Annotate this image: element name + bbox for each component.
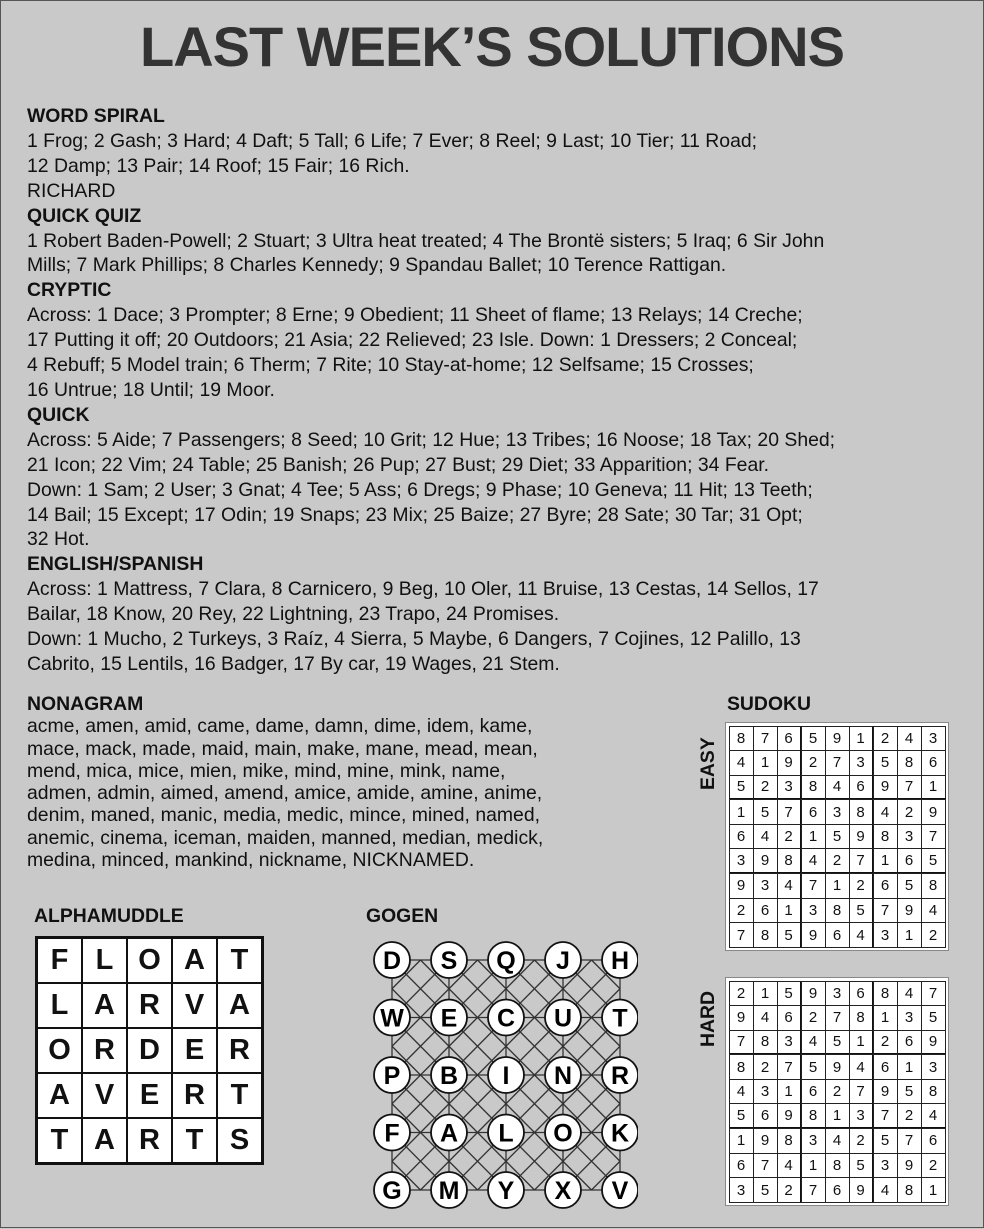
sudoku-cell: 3 xyxy=(873,1153,898,1179)
text-line: Across: 1 Dace; 3 Prompter; 8 Erne; 9 Obedient; 11 Sheet of flame; 13 Relays; 14 Creche; xyxy=(27,304,803,327)
sudoku-cell: 5 xyxy=(777,981,802,1007)
sudoku-cell: 5 xyxy=(777,922,802,948)
sudoku-cell: 1 xyxy=(777,1079,802,1105)
sudoku-cell: 4 xyxy=(777,873,802,899)
sudoku-cell: 3 xyxy=(753,1079,778,1105)
sudoku-cell: 9 xyxy=(921,799,946,825)
gogen-letter: F xyxy=(384,1119,400,1148)
sudoku-cell: 7 xyxy=(873,898,898,924)
gogen-heading: GOGEN xyxy=(366,905,439,927)
sudoku-cell: 2 xyxy=(753,775,778,801)
gogen-letter: O xyxy=(553,1119,573,1148)
alphamuddle-cell: D xyxy=(127,1028,172,1073)
alphamuddle-cell: R xyxy=(217,1028,262,1073)
sudoku-cell: 8 xyxy=(873,981,898,1007)
gogen-grid xyxy=(362,930,638,1229)
sudoku-cell: 4 xyxy=(753,824,778,850)
sudoku-cell: 6 xyxy=(921,750,946,776)
alphamuddle-cell: E xyxy=(127,1073,172,1118)
sudoku-cell: 7 xyxy=(753,1153,778,1179)
sudoku-cell: 4 xyxy=(849,922,874,948)
sudoku-cell: 9 xyxy=(849,824,874,850)
sudoku-cell: 5 xyxy=(729,1103,754,1129)
sudoku-cell: 4 xyxy=(729,750,754,776)
sudoku-cell: 9 xyxy=(849,1177,874,1203)
text-line: Across: 5 Aide; 7 Passengers; 8 Seed; 10 Grit; 12 Hue; 13 Tribes; 16 Noose; 18 Tax; 20 Shed; xyxy=(27,428,836,451)
gogen-letter: C xyxy=(496,1004,516,1033)
sudoku-cell: 2 xyxy=(753,1054,778,1080)
nonagram-heading: NONAGRAM xyxy=(27,693,144,715)
sudoku-cell: 4 xyxy=(801,1030,826,1056)
sudoku-cell: 7 xyxy=(825,750,850,776)
sudoku-cell: 6 xyxy=(801,1079,826,1105)
sudoku-cell: 9 xyxy=(753,848,778,874)
sudoku-easy-grid xyxy=(726,723,948,950)
nonagram-line: mend, mica, mice, mien, mike, mind, mine, mink, name, xyxy=(27,759,506,782)
sudoku-cell: 6 xyxy=(849,775,874,801)
alphamuddle-cell: R xyxy=(127,983,172,1028)
sudoku-cell: 1 xyxy=(777,898,802,924)
sudoku-cell: 8 xyxy=(729,1054,754,1080)
sudoku-cell: 2 xyxy=(849,1128,874,1154)
sudoku-cell: 6 xyxy=(897,848,922,874)
sudoku-cell: 3 xyxy=(729,1177,754,1203)
gogen-letter: B xyxy=(439,1062,459,1090)
sudoku-cell: 7 xyxy=(921,981,946,1007)
sudoku-cell: 8 xyxy=(897,1177,922,1203)
alphamuddle-cell: L xyxy=(82,938,127,983)
section-heading: ENGLISH/SPANISH xyxy=(27,553,204,576)
sudoku-cell: 1 xyxy=(873,848,898,874)
sudoku-cell: 5 xyxy=(897,873,922,899)
gogen-letter: S xyxy=(440,947,458,975)
sudoku-cell: 1 xyxy=(849,1030,874,1056)
alphamuddle-cell: R xyxy=(172,1073,217,1118)
sudoku-cell: 6 xyxy=(729,824,754,850)
sudoku-cell: 7 xyxy=(825,1005,850,1031)
sudoku-cell: 9 xyxy=(897,898,922,924)
sudoku-cell: 1 xyxy=(801,1153,826,1179)
sudoku-cell: 2 xyxy=(897,1103,922,1129)
sudoku-cell: 4 xyxy=(873,799,898,825)
text-line: 17 Putting it off; 20 Outdoors; 21 Asia; 22 Relieved; 23 Isle. Down: 1 Dressers; 2 Conceal; xyxy=(27,329,798,352)
sudoku-cell: 5 xyxy=(825,824,850,850)
sudoku-cell: 1 xyxy=(921,1177,946,1203)
alphamuddle-cell: L xyxy=(37,983,82,1028)
sudoku-hard-grid xyxy=(726,978,948,1205)
sudoku-cell: 8 xyxy=(777,1128,802,1154)
sudoku-cell: 8 xyxy=(873,824,898,850)
sudoku-cell: 8 xyxy=(849,1005,874,1031)
section-heading: CRYPTIC xyxy=(27,279,112,302)
sudoku-cell: 6 xyxy=(873,1054,898,1080)
gogen-svg xyxy=(362,930,638,1224)
section-heading: QUICK QUIZ xyxy=(27,204,142,227)
gogen-letter: L xyxy=(498,1119,514,1148)
sudoku-cell: 3 xyxy=(753,873,778,899)
gogen-letter: R xyxy=(610,1062,630,1090)
sudoku-cell: 5 xyxy=(801,726,826,752)
sudoku-cell: 9 xyxy=(777,1103,802,1129)
text-line: Down: 1 Sam; 2 User; 3 Gnat; 4 Tee; 5 Ass; 6 Dregs; 9 Phase; 10 Geneva; 11 Hit; 13 Teeth; xyxy=(27,478,813,501)
gogen-letter: I xyxy=(502,1062,510,1090)
sudoku-cell: 5 xyxy=(873,1128,898,1154)
sudoku-cell: 7 xyxy=(777,1054,802,1080)
alphamuddle-cell: T xyxy=(37,1118,82,1163)
sudoku-cell: 9 xyxy=(825,1054,850,1080)
sudoku-cell: 1 xyxy=(897,1054,922,1080)
sudoku-cell: 2 xyxy=(825,1079,850,1105)
sudoku-cell: 6 xyxy=(753,1103,778,1129)
sudoku-cell: 3 xyxy=(873,922,898,948)
text-line: Across: 1 Mattress, 7 Clara, 8 Carnicero, 9 Beg, 10 Oler, 11 Bruise, 13 Cestas, 14 Sellos, 17 xyxy=(27,578,819,601)
sudoku-cell: 3 xyxy=(897,1005,922,1031)
sudoku-cell: 7 xyxy=(801,1177,826,1203)
gogen-letter: E xyxy=(440,1004,458,1033)
text-line: 1 Frog; 2 Gash; 3 Hard; 4 Daft; 5 Tall; 6 Life; 7 Ever; 8 Reel; 9 Last; 10 Tier; 11 Road; xyxy=(27,129,758,152)
sudoku-cell: 2 xyxy=(801,750,826,776)
sudoku-cell: 1 xyxy=(729,1128,754,1154)
sudoku-cell: 5 xyxy=(897,1079,922,1105)
sudoku-cell: 4 xyxy=(777,1153,802,1179)
sudoku-cell: 4 xyxy=(825,1128,850,1154)
gogen-letter: D xyxy=(382,947,402,975)
alphamuddle-cell: T xyxy=(172,1118,217,1163)
sudoku-cell: 4 xyxy=(873,1177,898,1203)
sudoku-hard-label: HARD xyxy=(697,990,719,1047)
sudoku-cell: 2 xyxy=(921,1153,946,1179)
sudoku-cell: 7 xyxy=(897,775,922,801)
sudoku-cell: 1 xyxy=(825,873,850,899)
alphamuddle-heading: ALPHAMUDDLE xyxy=(34,905,184,927)
sudoku-cell: 8 xyxy=(921,1079,946,1105)
sudoku-cell: 4 xyxy=(801,848,826,874)
gogen-letter: J xyxy=(556,947,570,975)
section-quick-quiz xyxy=(27,204,967,279)
sudoku-cell: 3 xyxy=(897,824,922,850)
alphamuddle-cell: S xyxy=(217,1118,262,1163)
sudoku-cell: 6 xyxy=(801,799,826,825)
gogen-letter: W xyxy=(380,1004,404,1033)
sudoku-cell: 2 xyxy=(873,1030,898,1056)
alphamuddle-cell: T xyxy=(217,1073,262,1118)
sudoku-cell: 2 xyxy=(825,848,850,874)
sudoku-cell: 6 xyxy=(897,1030,922,1056)
sudoku-cell: 8 xyxy=(801,1103,826,1129)
sudoku-cell: 7 xyxy=(849,1079,874,1105)
sudoku-cell: 6 xyxy=(777,726,802,752)
sudoku-cell: 5 xyxy=(753,1177,778,1203)
text-line: RICHARD xyxy=(27,179,116,202)
sudoku-cell: 5 xyxy=(753,799,778,825)
sudoku-cell: 3 xyxy=(921,726,946,752)
sudoku-cell: 9 xyxy=(729,873,754,899)
nonagram-line: denim, maned, manic, media, medic, mince, mined, named, xyxy=(27,804,540,827)
sudoku-cell: 8 xyxy=(897,750,922,776)
sudoku-cell: 4 xyxy=(921,1103,946,1129)
sudoku-cell: 9 xyxy=(825,726,850,752)
sudoku-cell: 7 xyxy=(801,873,826,899)
sudoku-cell: 6 xyxy=(825,1177,850,1203)
sudoku-cell: 9 xyxy=(753,1128,778,1154)
sudoku-cell: 9 xyxy=(873,775,898,801)
text-line: Mills; 7 Mark Phillips; 8 Charles Kennedy; 9 Spandau Ballet; 10 Terence Rattigan. xyxy=(27,254,727,277)
sudoku-cell: 9 xyxy=(801,981,826,1007)
alphamuddle-cell: R xyxy=(127,1118,172,1163)
sudoku-cell: 2 xyxy=(897,799,922,825)
nonagram-line: mace, mack, made, maid, main, make, mane, mead, mean, xyxy=(27,737,538,760)
sudoku-cell: 8 xyxy=(825,898,850,924)
alphamuddle-cell: F xyxy=(37,938,82,983)
alphamuddle-cell: E xyxy=(172,1028,217,1073)
alphamuddle-cell: A xyxy=(217,983,262,1028)
gogen-letter: Y xyxy=(497,1177,515,1205)
gogen-letter: X xyxy=(554,1177,572,1205)
sudoku-easy-label: EASY xyxy=(697,737,719,790)
page-title: LAST WEEK’S SOLUTIONS xyxy=(140,15,844,78)
sudoku-cell: 2 xyxy=(849,873,874,899)
alphamuddle-grid xyxy=(35,936,264,1165)
gogen-letter: Q xyxy=(496,947,516,975)
sudoku-cell: 8 xyxy=(921,873,946,899)
sudoku-cell: 7 xyxy=(753,726,778,752)
sudoku-cell: 5 xyxy=(825,1030,850,1056)
sudoku-cell: 6 xyxy=(873,873,898,899)
sudoku-cell: 1 xyxy=(753,981,778,1007)
sudoku-cell: 3 xyxy=(777,1030,802,1056)
sudoku-cell: 9 xyxy=(897,1153,922,1179)
sudoku-cell: 7 xyxy=(849,848,874,874)
text-line: 32 Hot. xyxy=(27,528,90,551)
alphamuddle-cell: O xyxy=(37,1028,82,1073)
sudoku-cell: 6 xyxy=(777,1005,802,1031)
sudoku-cell: 3 xyxy=(849,1103,874,1129)
gogen-letter: U xyxy=(553,1004,573,1033)
sudoku-cell: 2 xyxy=(921,922,946,948)
sudoku-cell: 1 xyxy=(729,799,754,825)
sudoku-cell: 8 xyxy=(849,799,874,825)
alphamuddle-cell: A xyxy=(82,983,127,1028)
sudoku-cell: 4 xyxy=(753,1005,778,1031)
text-line: 21 Icon; 22 Vim; 24 Table; 25 Banish; 26 Pup; 27 Bust; 29 Diet; 33 Apparition; 34 Fear. xyxy=(27,453,770,476)
text-line: 14 Bail; 15 Except; 17 Odin; 19 Snaps; 23 Mix; 25 Baize; 27 Byre; 28 Sate; 30 Tar; 31 Opt; xyxy=(27,503,803,526)
sudoku-cell: 7 xyxy=(777,799,802,825)
sudoku-cell: 7 xyxy=(873,1103,898,1129)
alphamuddle-cell: A xyxy=(37,1073,82,1118)
sudoku-cell: 3 xyxy=(825,799,850,825)
nonagram-section xyxy=(27,693,667,871)
sudoku-cell: 9 xyxy=(873,1079,898,1105)
sudoku-cell: 8 xyxy=(729,726,754,752)
sudoku-cell: 2 xyxy=(777,824,802,850)
alphamuddle-cell: T xyxy=(217,938,262,983)
sudoku-cell: 5 xyxy=(849,898,874,924)
sudoku-cell: 4 xyxy=(729,1079,754,1105)
sudoku-cell: 1 xyxy=(849,726,874,752)
alphamuddle-cell: A xyxy=(82,1118,127,1163)
sudoku-cell: 7 xyxy=(729,1030,754,1056)
sudoku-cell: 3 xyxy=(849,750,874,776)
sudoku-cell: 3 xyxy=(825,981,850,1007)
gogen-letter: K xyxy=(610,1119,630,1148)
sudoku-cell: 4 xyxy=(897,981,922,1007)
sudoku-cell: 6 xyxy=(753,898,778,924)
sudoku-cell: 1 xyxy=(873,1005,898,1031)
text-line: Cabrito, 15 Lentils, 16 Badger, 17 By car, 19 Wages, 21 Stem. xyxy=(27,652,560,675)
sudoku-cell: 4 xyxy=(897,726,922,752)
sudoku-cell: 2 xyxy=(729,981,754,1007)
sudoku-cell: 3 xyxy=(729,848,754,874)
sudoku-cell: 5 xyxy=(801,1054,826,1080)
sudoku-cell: 3 xyxy=(801,898,826,924)
sudoku-cell: 1 xyxy=(753,750,778,776)
sudoku-cell: 5 xyxy=(873,750,898,776)
sudoku-cell: 9 xyxy=(777,750,802,776)
sudoku-cell: 8 xyxy=(753,922,778,948)
sudoku-cell: 5 xyxy=(849,1153,874,1179)
sudoku-cell: 4 xyxy=(849,1054,874,1080)
text-line: Bailar, 18 Know, 20 Rey, 22 Lightning, 23 Trapo, 24 Promises. xyxy=(27,603,560,626)
section-english-spanish xyxy=(27,552,967,677)
gogen-letter: M xyxy=(438,1177,460,1205)
solutions-text xyxy=(27,104,967,677)
nonagram-line: medina, minced, mankind, nickname, NICKNAMED. xyxy=(27,849,475,872)
sudoku-cell: 1 xyxy=(801,824,826,850)
gogen-letter: P xyxy=(383,1062,401,1090)
sudoku-cell: 8 xyxy=(777,848,802,874)
sudoku-cell: 2 xyxy=(873,726,898,752)
sudoku-cell: 9 xyxy=(729,1005,754,1031)
text-line: 16 Untrue; 18 Until; 19 Moor. xyxy=(27,378,275,401)
section-heading: QUICK xyxy=(27,403,90,426)
gogen-letter: N xyxy=(553,1062,573,1090)
sudoku-cell: 2 xyxy=(801,1005,826,1031)
sudoku-cell: 6 xyxy=(849,981,874,1007)
alphamuddle-cell: O xyxy=(127,938,172,983)
text-line: Down: 1 Mucho, 2 Turkeys, 3 Raíz, 4 Sierra, 5 Maybe, 6 Dangers, 7 Cojines, 12 Palillo, 13 xyxy=(27,628,801,651)
alphamuddle-cell: V xyxy=(82,1073,127,1118)
sudoku-cell: 6 xyxy=(825,922,850,948)
sudoku-cell: 2 xyxy=(777,1177,802,1203)
sudoku-cell: 4 xyxy=(825,775,850,801)
section-heading: WORD SPIRAL xyxy=(27,105,165,127)
sudoku-cell: 9 xyxy=(801,922,826,948)
gogen-letter: H xyxy=(610,947,630,975)
sudoku-cell: 8 xyxy=(825,1153,850,1179)
gogen-letter: T xyxy=(612,1004,628,1033)
sudoku-cell: 3 xyxy=(801,1128,826,1154)
text-line: 1 Robert Baden-Powell; 2 Stuart; 3 Ultra heat treated; 4 The Brontë sisters; 5 Iraq; 6 Sir John xyxy=(27,229,825,252)
sudoku-cell: 3 xyxy=(777,775,802,801)
nonagram-line: admen, admin, aimed, amend, amice, amide, amine, anime, xyxy=(27,782,543,805)
sudoku-cell: 5 xyxy=(729,775,754,801)
alphamuddle-cell: A xyxy=(172,938,217,983)
alphamuddle-cell: R xyxy=(82,1028,127,1073)
sudoku-cell: 2 xyxy=(729,898,754,924)
sudoku-cell: 7 xyxy=(921,824,946,850)
gogen-letter: G xyxy=(382,1177,402,1205)
sudoku-cell: 5 xyxy=(921,848,946,874)
text-line: 4 Rebuff; 5 Model train; 6 Therm; 7 Rite; 10 Stay-at-home; 12 Selfsame; 15 Crosses; xyxy=(27,354,754,377)
nonagram-line: anemic, cinema, iceman, maiden, manned, median, medick, xyxy=(27,826,544,849)
section-cryptic xyxy=(27,278,967,403)
sudoku-cell: 5 xyxy=(921,1005,946,1031)
sudoku-cell: 7 xyxy=(897,1128,922,1154)
sudoku-cell: 7 xyxy=(729,922,754,948)
sudoku-cell: 8 xyxy=(801,775,826,801)
text-line: 12 Damp; 13 Pair; 14 Roof; 15 Fair; 16 Rich. xyxy=(27,154,410,177)
sudoku-cell: 1 xyxy=(825,1103,850,1129)
sudoku-cell: 1 xyxy=(921,775,946,801)
sudoku-cell: 6 xyxy=(921,1128,946,1154)
nonagram-line: acme, amen, amid, came, dame, damn, dime, idem, kame, xyxy=(27,715,533,738)
section-word-spiral xyxy=(27,104,967,204)
gogen-letter: A xyxy=(439,1119,459,1148)
sudoku-cell: 9 xyxy=(921,1030,946,1056)
sudoku-cell: 6 xyxy=(729,1153,754,1179)
sudoku-cell: 8 xyxy=(753,1030,778,1056)
sudoku-heading: SUDOKU xyxy=(727,693,812,715)
section-quick xyxy=(27,403,967,552)
sudoku-cell: 3 xyxy=(921,1054,946,1080)
alphamuddle-cell: V xyxy=(172,983,217,1028)
sudoku-cell: 1 xyxy=(897,922,922,948)
sudoku-cell: 4 xyxy=(921,898,946,924)
gogen-letter: V xyxy=(611,1177,629,1205)
